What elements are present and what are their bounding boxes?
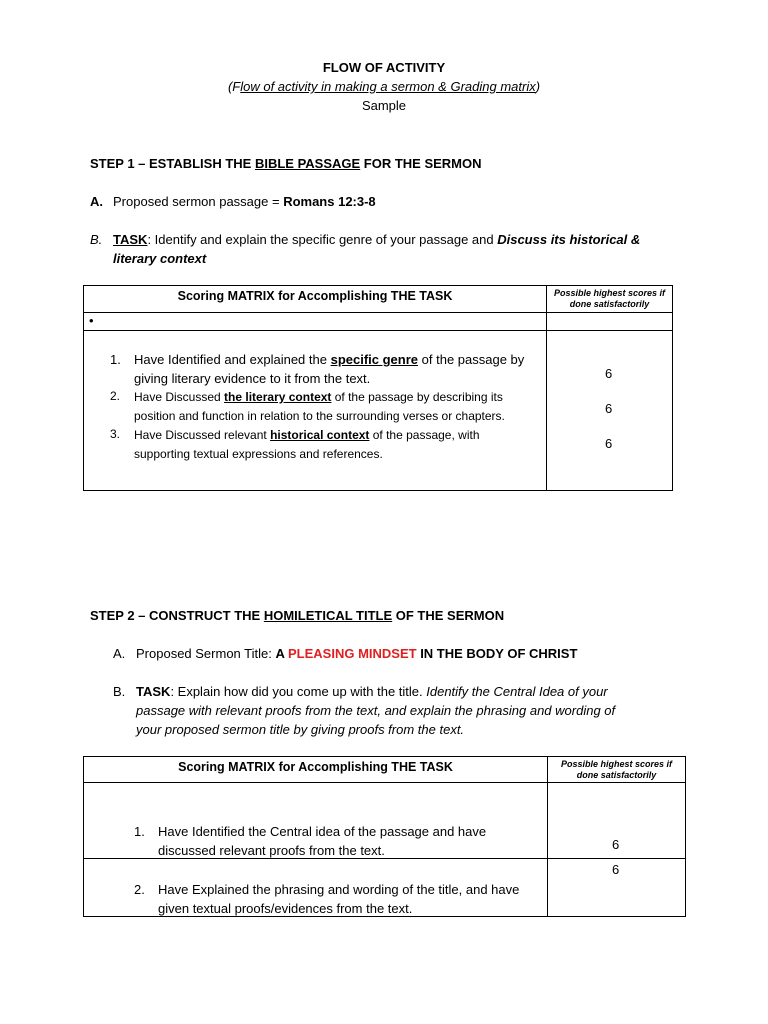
- step1-item-1-underlined: specific genre: [330, 352, 419, 367]
- step2-item-2-line2: given textual proofs/evidences from the text.: [158, 901, 413, 916]
- step1-item-3-num: 3.: [110, 427, 121, 441]
- step1-b-text: : Identify and explain the specific genre of your passage and: [147, 232, 498, 247]
- step1-score-3: 6: [605, 436, 613, 451]
- step2-heading: [90, 606, 504, 625]
- step2-b-emph-3: your proposed sermon title by giving proofs from the text.: [136, 722, 465, 737]
- sample-label: Sample: [361, 98, 407, 113]
- step2-item-1: [134, 822, 487, 860]
- step2-a-value-1: A: [275, 646, 288, 661]
- bullet-icon: •: [89, 313, 94, 328]
- step2-matrix-header: Scoring MATRIX for Accomplishing THE TASK: [84, 757, 548, 783]
- step1-item-3: [110, 426, 549, 464]
- step2-heading-underlined: HOMILETICAL TITLE: [263, 608, 393, 623]
- step1-a-text: Proposed sermon passage =: [113, 194, 284, 209]
- step2-a-marker: A.: [113, 646, 126, 661]
- step1-matrix-empty-cell: [547, 313, 673, 331]
- step1-heading: [90, 154, 482, 173]
- step2-matrix-side-header: [548, 757, 686, 783]
- step1-item-1-line2: giving literary evidence to it from the text.: [134, 371, 371, 386]
- step1-matrix-bullet-cell: [84, 313, 547, 331]
- step1-b-emph-1: Discuss its historical &: [497, 232, 641, 247]
- step2-item-1-line1: Have Identified the Central idea of the passage and have: [158, 824, 487, 839]
- step2-b-emph-1: Identify the Central Idea of your: [426, 684, 608, 699]
- step2-b-task: TASK: [136, 684, 171, 699]
- step2-score-2: 6: [612, 862, 620, 877]
- step1-item-2: [110, 388, 549, 426]
- step1-matrix-side-header: [547, 286, 673, 313]
- step1-b-task: TASK: [113, 232, 148, 247]
- step2-b-emph-2: passage with relevant proofs from the text, and explain the phrasing and wording of: [136, 703, 616, 718]
- step2-item-2: [134, 880, 520, 918]
- step1-side-header-line2: done satisfactorily: [569, 299, 650, 309]
- document-subtitle: [0, 79, 768, 94]
- step1-heading-pre: STEP 1 – ESTABLISH THE: [90, 156, 255, 171]
- step1-matrix-header: Scoring MATRIX for Accomplishing THE TASK: [84, 286, 547, 313]
- step1-b-line: [113, 230, 640, 249]
- step1-b-marker: B.: [90, 232, 103, 247]
- subtitle-open: (F: [227, 79, 241, 94]
- step1-item-1-post: of the passage by: [418, 352, 525, 367]
- step1-item-2-num: 2.: [110, 389, 121, 403]
- step2-item-1-line2: discussed relevant proofs from the text.: [158, 843, 385, 858]
- step2-heading-pre: STEP 2 – CONSTRUCT THE: [90, 608, 264, 623]
- step2-a-value-highlight: PLEASING MINDSET: [288, 646, 417, 661]
- subtitle-main: low of activity in making a sermon & Grading matrix: [240, 79, 536, 94]
- step2-item-1-num: 1.: [134, 824, 145, 839]
- step2-a-line: [136, 644, 577, 663]
- step1-item-2-underlined: the literary context: [224, 390, 332, 404]
- step1-item-3-post: of the passage, with: [369, 428, 480, 442]
- step1-item-3-underlined: historical context: [270, 428, 370, 442]
- step1-b-emph-2: literary context: [113, 251, 207, 266]
- step2-b-text: : Explain how did you come up with the title.: [170, 684, 427, 699]
- step1-a-line: [113, 192, 376, 211]
- step1-item-2-line2: position and function in relation to the surrounding verses or chapters.: [134, 409, 505, 423]
- step1-item-2-post: of the passage by describing its: [331, 390, 503, 404]
- subtitle-close: ): [535, 79, 541, 94]
- step2-side-header-line1: Possible highest scores if: [560, 759, 673, 769]
- step1-item-1-num: 1.: [110, 352, 121, 367]
- step1-heading-underlined: BIBLE PASSAGE: [254, 156, 361, 171]
- step1-side-header-line1: Possible highest scores if: [553, 288, 666, 298]
- step2-a-value-2: IN THE BODY OF CHRIST: [416, 646, 578, 661]
- document-title: FLOW OF ACTIVITY: [322, 60, 446, 75]
- step1-item-1: [110, 350, 549, 388]
- step1-a-value: Romans 12:3-8: [283, 194, 376, 209]
- step2-a-text: Proposed Sermon Title:: [136, 646, 276, 661]
- step1-score-2: 6: [605, 401, 613, 416]
- step2-side-header-line2: done satisfactorily: [576, 770, 657, 780]
- step2-b-marker: B.: [113, 684, 126, 699]
- step1-score-1: 6: [605, 366, 613, 381]
- step2-item-2-line1: Have Explained the phrasing and wording of the title, and have: [158, 882, 520, 897]
- step2-b-line: [136, 682, 608, 701]
- step1-heading-post: FOR THE SERMON: [360, 156, 482, 171]
- step2-score-1: 6: [612, 837, 620, 852]
- step2-heading-post: OF THE SERMON: [392, 608, 505, 623]
- step1-item-1-pre: Have Identified and explained the: [134, 352, 331, 367]
- step1-matrix-items: [110, 350, 549, 464]
- step1-item-2-pre: Have Discussed: [134, 390, 225, 404]
- step1-a-marker: A.: [90, 194, 103, 209]
- step1-item-3-pre: Have Discussed relevant: [134, 428, 271, 442]
- step2-item-2-num: 2.: [134, 882, 145, 897]
- step1-item-3-line2: supporting textual expressions and references.: [134, 447, 383, 461]
